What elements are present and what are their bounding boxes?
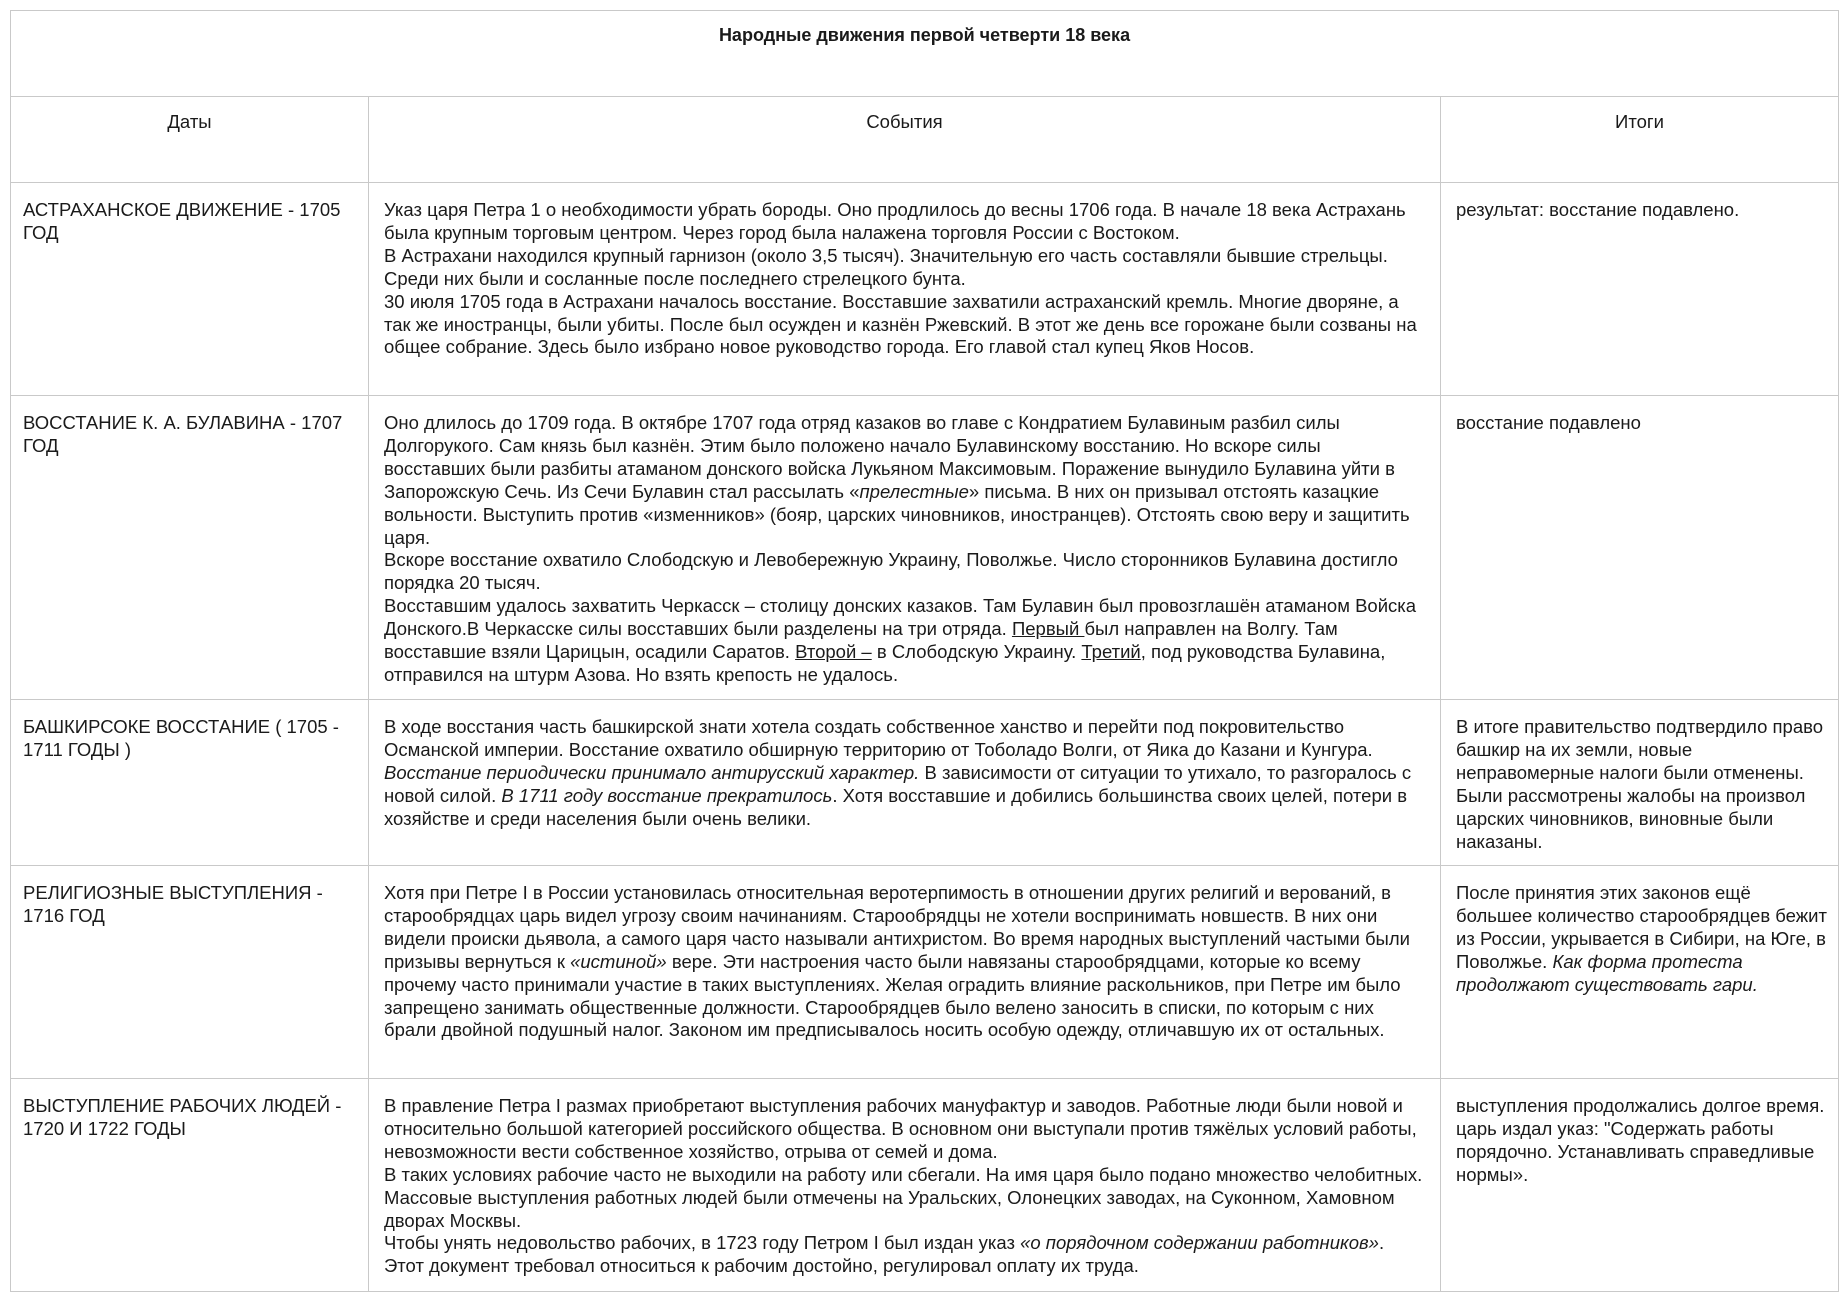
text-run: После принятия этих законов ещё большее количество старообрядцев бежит из России, укрывается в Сибири, на Юге, в Поволжье. [1456,882,1827,972]
italic-text: прелестные [859,480,969,502]
text-run: в Слободскую Украину. [871,641,1082,663]
events-cell [369,866,1441,1079]
text-run: Восставшим удалось захватить Черкасск – столицу донских казаков. Там Булавин был провозглашён атаманом Войска Донского.В Черкасске силы восставших были разделены на три отряда. [384,595,1417,640]
table-row [11,1079,1839,1292]
italic-text: В 1711 году восстание прекратилось [501,784,833,806]
events-cell [369,700,1441,866]
text-run: Оно длилось до 1709 года. В октябре 1707 года отряд казаков во главе с Кондратием Булавиным разбил силы Долгорукого. Сам князь был казнён. Этим было положено начало Булавинскому восстанию. Но вскоре силы восставших были разбиты атаманом донского войска Лукьяном Максимовым. Поражение вынудило Булавина уйти в Запорожскую Сечь. Из Сечи Булавин стал рассылать « [384,412,1395,502]
underlined-text: Третий [1081,641,1141,663]
events-paragraph: В правление Петра I размах приобретают выступления рабочих мануфактур и заводов. Работные люди были новой и относительно большой категорией российского общества. В основном они выступали против тяжёлых условий работы, невозможности вести собственное хозяйство, отрыва от семей и дома. [384,1095,1417,1162]
italic-text: Восстание периодически принимало антирусский характер. [384,761,920,783]
events-table [10,10,1839,1292]
header-results: Итоги [1441,97,1839,183]
date-cell: ВОССТАНИЕ К. А. БУЛАВИНА - 1707 ГОД [11,396,369,700]
text-run: . Хотя восставшие и добились большинства своих целей, потери в хозяйстве и среди населения были очень велики. [384,784,1408,829]
text-run: Чтобы унять недовольство рабочих, в 1723 году Петром I был издан указ [384,1232,1021,1254]
events-paragraph [384,882,1426,1042]
events-cell [369,396,1441,700]
text-run: В зависимости от ситуации то утихало, то разгоралось с новой силой. [384,761,1412,806]
table-row [11,700,1839,866]
events-paragraph [384,716,1426,831]
date-cell: РЕЛИГИОЗНЫЕ ВЫСТУПЛЕНИЯ - 1716 ГОД [11,866,369,1079]
underlined-text: Второй – [795,641,872,663]
italic-text: «истиной» [570,950,667,972]
text-run: вере. Эти настроения часто были навязаны старообрядцами, которые ко всему прочему часто принимали участие в таких выступлениях. Желая оградить влияние раскольников, при Петре им было запрещено занимать общественные должности. Старообрядцев было велено заносить в списки, по которым с них брали двойной подушный налог. Законом им предписывалось носить особую одежду, отличавшую их от остальных. [384,950,1401,1041]
underlined-text: Первый [1011,618,1085,640]
header-row [11,97,1839,183]
text-run: , под руководства Булавина, отправился на штурм Азова. Но взять крепость не удалось. [384,641,1386,685]
result-cell: результат: восстание подавлено. [1441,183,1839,396]
italic-text: «о порядочном содержании работников» [1020,1232,1379,1254]
events-paragraph: В таких условиях рабочие часто не выходили на работу или сбегали. На имя царя было подано множество челобитных. Массовые выступления работных людей были отмечены на Уральских, Олонецких заводах, на Суконном, Хамовном дворах Москвы. [384,1163,1423,1231]
text-run: В ходе восстания часть башкирской знати хотела создать собственное ханство и перейти под покровительство Османской империи. Восстание охватило обширную территорию от Тоболадо Волги, от Яика до Казани и Кунгура. [384,716,1373,760]
text-run: Хотя при Петре I в России установилась относительная веротерпимость в отношении других религий и верований, в старообрядцах царь видел угрозу своим начинаниям. Старообрядцы не хотели воспринимать новшеств. В них они видели происки дьявола, а самого царя часто называли антихристом. Во время народных выступлений частыми были призывы вернуться к [384,882,1410,972]
result-cell: В итоге правительство подтвердило право башкир на их земли, новые неправомерные налоги были отменены. Были рассмотрены жалобы на произвол царских чиновников, виновные были наказаны. [1441,700,1839,866]
events-paragraph [384,412,1426,549]
result-cell: восстание подавлено [1441,396,1839,700]
events-paragraph: Указ царя Петра 1 о необходимости убрать бороды. Оно продлилось до весны 1706 года. В начале 18 века Астрахань была крупным торговым центром. Через город была налажена торговля России с Востоком. [384,199,1406,243]
date-cell: ВЫСТУПЛЕНИЕ РАБОЧИХ ЛЮДЕЙ - 1720 И 1722 ГОДЫ [11,1079,369,1292]
date-cell: АСТРАХАНСКОЕ ДВИЖЕНИЕ - 1705 ГОД [11,183,369,396]
text-run: » письма. В них он призывал отстоять казацкие вольности. Выступить против «изменников» (бояр, царских чиновников, иностранцев). Отстоять свою веру и защитить царя. [384,480,1410,548]
table-row [11,396,1839,700]
events-cell [369,183,1441,396]
date-cell: БАШКИРСОКЕ ВОССТАНИЕ ( 1705 - 1711 ГОДЫ ) [11,700,369,866]
table-title: Народные движения первой четверти 18 века [11,11,1839,97]
events-paragraph [384,1232,1426,1278]
events-paragraph: В Астрахани находился крупный гарнизон (около 3,5 тысяч). Значительную его часть составляли бывшие стрельцы. Среди них были и сосланные после последнего стрелецкого бунта. [384,244,1388,289]
table-row [11,866,1839,1079]
text-run: . Этот документ требовал относиться к рабочим достойно, регулировал оплату их труда. [384,1232,1385,1277]
events-paragraph: Вскоре восстание охватило Слободскую и Левобережную Украину, Поволжье. Число сторонников Булавина достигло порядка 20 тысяч. [384,549,1398,594]
result-cell: выступления продолжались долгое время. царь издал указ: "Содержать работы порядочно. Устанавливать справедливые нормы». [1441,1079,1839,1292]
text-run: был направлен на Волгу. Там восставшие взяли Царицын, осадили Саратов. [384,618,1338,663]
result-paragraph [1456,882,1828,997]
events-paragraph [384,595,1426,687]
table-row [11,183,1839,396]
events-cell [369,1079,1441,1292]
result-cell [1441,866,1839,1079]
italic-text: Как форма протеста продолжают существовать гари. [1456,950,1758,995]
header-events: События [369,97,1441,183]
header-dates: Даты [11,97,369,183]
events-paragraph: 30 июля 1705 года в Астрахани началось восстание. Восставшие захватили астраханский кремль. Многие дворяне, а так же иностранцы, были убиты. После был осужден и казнён Ржевский. В этот же день все горожане были созваны на общее собрание. Здесь было избрано новое руководство города. Его главой стал купец Яков Носов. [384,290,1417,358]
